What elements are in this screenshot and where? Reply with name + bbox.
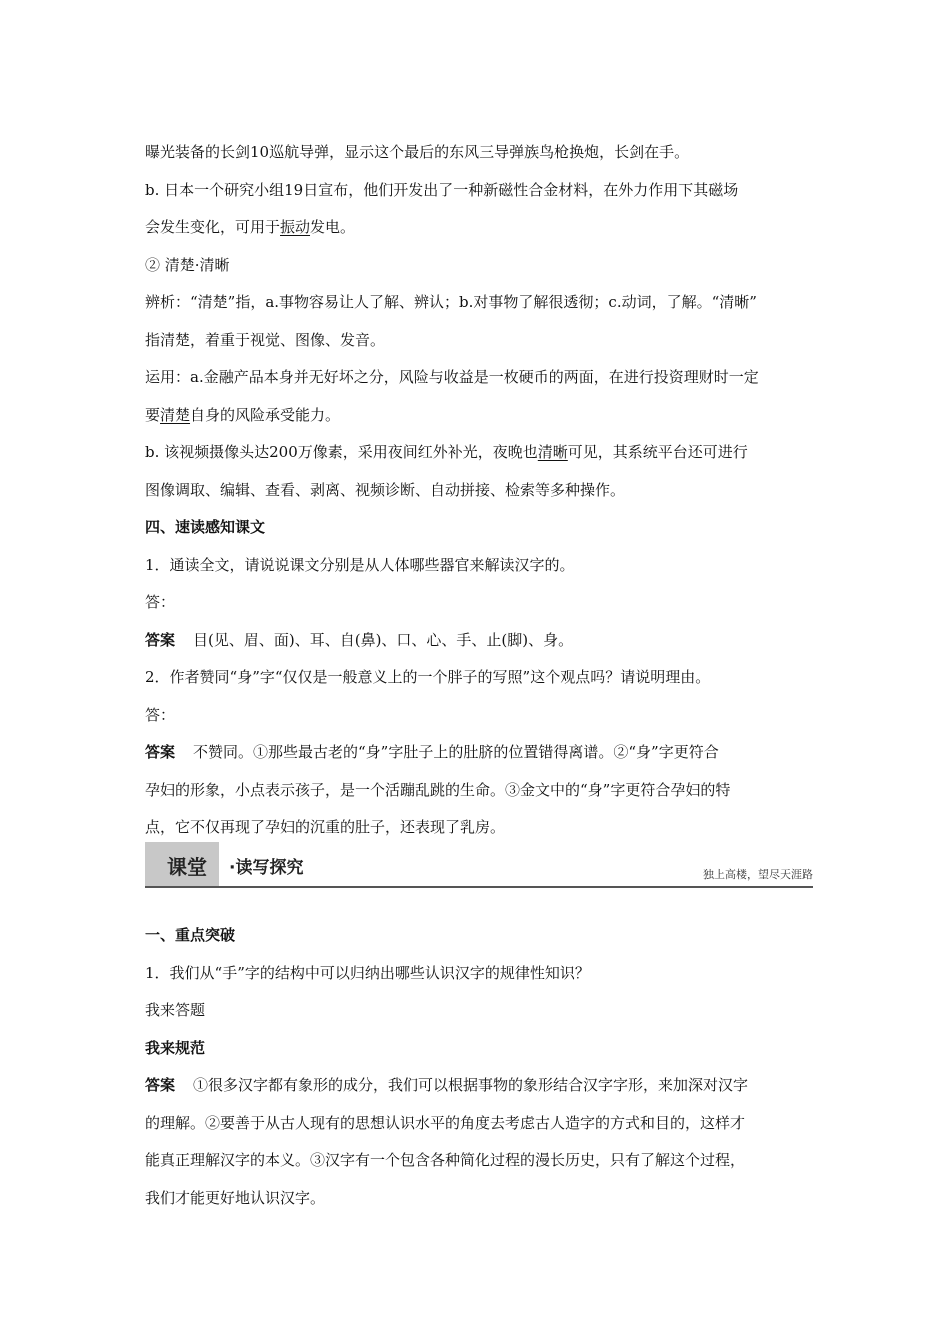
text-line: 曝光装备的长剑10巡航导弹，显示这个最后的东风三导弹族鸟枪换炮，长剑在手。 xyxy=(145,143,690,161)
answer-text: 目(见、眉、面)、耳、自(鼻)、口、心、手、止(脚)、身。 xyxy=(193,630,574,649)
section-heading: 一、重点突破 xyxy=(145,926,236,944)
question-1: 1．我们从“手”字的结构中可以归纳出哪些认识汉字的规律性知识？ xyxy=(145,963,590,982)
text-span: 会发生变化，可用于 xyxy=(145,218,281,236)
answer-label: 答案 xyxy=(145,743,176,761)
text-span: b. 该视频摄像头达200万像素，采用夜间红外补光，夜晚也 xyxy=(145,443,538,461)
banner-subtitle: ·读写探究 xyxy=(229,858,304,878)
text-span: 发电。 xyxy=(310,218,356,236)
question-1: 1．通读全文，请说说课文分别是从人体哪些器官来解读汉字的。 xyxy=(145,555,575,574)
text-line: 我们才能更好地认识汉字。 xyxy=(145,1188,326,1207)
text-line: 孕妇的形象，小点表示孩子，是一个活蹦乱跳的生命。③金文中的“身”字更符合孕妇的特 xyxy=(145,780,731,799)
underlined-word: 清楚 xyxy=(160,405,191,424)
prompt-wo-lai-gui-fan: 我来规范 xyxy=(145,1038,206,1057)
text-span: 自身的风险承受能力。 xyxy=(190,405,341,424)
text-line: 的理解。②要善于从古人现有的思想认识水平的角度去考虑古人造字的方式和目的，这样才 xyxy=(145,1113,746,1132)
text-line xyxy=(145,434,813,472)
document-body-top xyxy=(145,134,813,847)
underlined-word: 清晰 xyxy=(537,443,568,461)
text-line xyxy=(145,397,813,435)
text-span: 可见，其系统平台还可进行 xyxy=(567,443,748,461)
answer-prompt: 答： xyxy=(145,705,176,724)
text-line xyxy=(145,209,813,247)
text-line: 指清楚，着重于视觉、图像、发音。 xyxy=(145,330,386,349)
answer-label: 答案 xyxy=(145,630,176,649)
text-span: 要 xyxy=(145,405,161,424)
prompt-wo-lai-da-ti: 我来答题 xyxy=(145,1001,206,1019)
answer-prompt: 答： xyxy=(145,593,176,611)
subheading-qingchu-qingxi: ② 清楚·清晰 xyxy=(145,255,230,274)
text-line: 点，它不仅再现了孕妇的沉重的肚子，还表现了乳房。 xyxy=(145,818,506,836)
section-banner xyxy=(145,842,813,888)
section-heading: 四、速读感知课文 xyxy=(145,518,266,536)
underlined-word: 振动 xyxy=(280,218,311,236)
banner-title: 课堂 xyxy=(167,855,207,879)
document-body-bottom xyxy=(145,917,813,1217)
answer-1 xyxy=(145,1067,813,1105)
banner-motto: 独上高楼，望尽天涯路 xyxy=(703,868,813,881)
text-line: 运用：a.金融产品本身并无好坏之分，风险与收益是一枚硬币的两面，在进行投资理财时一定 xyxy=(145,368,759,386)
answer-text: 不赞同。①那些最古老的“身”字肚子上的肚脐的位置错得离谱。②“身”字更符合 xyxy=(193,743,719,761)
text-line: 图像调取、编辑、查看、剥离、视频诊断、自动拼接、检索等多种操作。 xyxy=(145,480,626,499)
answer-2 xyxy=(145,734,813,772)
question-2: 2．作者赞同“身”字“仅仅是一般意义上的一个胖子的写照”这个观点吗？请说明理由。 xyxy=(145,668,711,686)
answer-1 xyxy=(145,622,813,660)
answer-label: 答案 xyxy=(145,1076,176,1094)
text-line: b. 日本一个研究小组19日宣布，他们开发出了一种新磁性合金材料，在外力作用下其磁场 xyxy=(145,180,739,199)
text-line: 辨析：“清楚”指，a.事物容易让人了解、辨认；b.对事物了解很透彻；c.动词，了解。“清晰” xyxy=(145,293,757,311)
text-line: 能真正理解汉字的本义。③汉字有一个包含各种简化过程的漫长历史，只有了解这个过程， xyxy=(145,1151,746,1169)
answer-text: ①很多汉字都有象形的成分，我们可以根据事物的象形结合汉字字形，来加深对汉字 xyxy=(193,1076,749,1094)
